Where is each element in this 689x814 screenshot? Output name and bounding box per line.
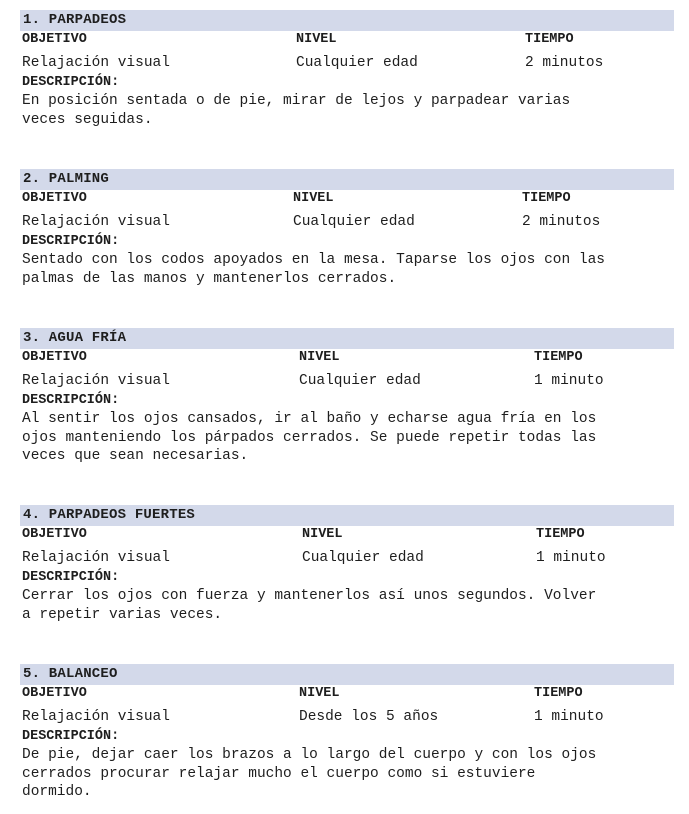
descripcion-label: DESCRIPCIÓN:	[22, 393, 120, 408]
column-headers	[20, 350, 674, 369]
objetivo-header: OBJETIVO	[22, 191, 87, 206]
column-headers	[20, 32, 674, 51]
tiempo-value: 1 minuto	[534, 373, 604, 389]
column-values	[20, 370, 674, 392]
objetivo-value: Relajación visual	[22, 550, 170, 566]
tiempo-header: TIEMPO	[525, 32, 574, 47]
exercise-title: 4. PARPADEOS FUERTES	[20, 505, 674, 526]
objetivo-header: OBJETIVO	[22, 686, 87, 701]
descripcion-text: En posición sentada o de pie, mirar de lejos y parpadear varias veces seguidas.	[22, 93, 571, 128]
nivel-value: Cualquier edad	[302, 550, 424, 566]
exercise-card	[20, 505, 674, 624]
objetivo-value: Relajación visual	[22, 214, 170, 230]
descripcion-text: Cerrar los ojos con fuerza y mantenerlos así unos segundos. Volver a repetir varias veces.	[22, 588, 597, 623]
exercise-card	[20, 664, 674, 802]
nivel-value: Desde los 5 años	[299, 709, 439, 725]
tiempo-value: 2 minutos	[525, 55, 604, 71]
column-values	[20, 706, 674, 728]
nivel-value: Cualquier edad	[299, 373, 421, 389]
exercise-title: 3. AGUA FRÍA	[20, 328, 674, 349]
nivel-header: NIVEL	[299, 350, 340, 365]
descripcion-text: De pie, dejar caer los brazos a lo largo del cuerpo y con los ojos cerrados procurar relajar mucho el cuerpo como si estuviere dormido.	[22, 747, 597, 800]
exercise-card	[20, 169, 674, 288]
column-values	[20, 52, 674, 74]
nivel-header: NIVEL	[293, 191, 334, 206]
exercise-card	[20, 328, 674, 466]
column-values	[20, 547, 674, 569]
nivel-header: NIVEL	[302, 527, 343, 542]
exercise-title: 5. BALANCEO	[20, 664, 674, 685]
nivel-value: Cualquier edad	[296, 55, 418, 71]
tiempo-header: TIEMPO	[536, 527, 585, 542]
tiempo-value: 2 minutos	[522, 214, 601, 230]
objetivo-header: OBJETIVO	[22, 527, 87, 542]
objetivo-header: OBJETIVO	[22, 350, 87, 365]
exercise-card	[20, 10, 674, 129]
descripcion-label: DESCRIPCIÓN:	[22, 729, 120, 744]
nivel-header: NIVEL	[299, 686, 340, 701]
nivel-value: Cualquier edad	[293, 214, 415, 230]
objetivo-value: Relajación visual	[22, 373, 170, 389]
tiempo-header: TIEMPO	[534, 686, 583, 701]
descripcion-label: DESCRIPCIÓN:	[22, 570, 120, 585]
objetivo-value: Relajación visual	[22, 709, 170, 725]
tiempo-value: 1 minuto	[534, 709, 604, 725]
column-headers	[20, 527, 674, 546]
column-values	[20, 211, 674, 233]
column-headers	[20, 191, 674, 210]
tiempo-value: 1 minuto	[536, 550, 606, 566]
tiempo-header: TIEMPO	[522, 191, 571, 206]
tiempo-header: TIEMPO	[534, 350, 583, 365]
exercise-title: 1. PARPADEOS	[20, 10, 674, 31]
descripcion-text: Sentado con los codos apoyados en la mesa. Taparse los ojos con las palmas de las manos y mantenerlos cerrados.	[22, 252, 605, 287]
descripcion-label: DESCRIPCIÓN:	[22, 75, 120, 90]
objetivo-value: Relajación visual	[22, 55, 170, 71]
nivel-header: NIVEL	[296, 32, 337, 47]
exercise-title: 2. PALMING	[20, 169, 674, 190]
descripcion-text: Al sentir los ojos cansados, ir al baño y echarse agua fría en los ojos manteniendo los párpados cerrados. Se puede repetir todas las veces que sean necesarias.	[22, 411, 597, 464]
descripcion-label: DESCRIPCIÓN:	[22, 234, 120, 249]
column-headers	[20, 686, 674, 705]
objetivo-header: OBJETIVO	[22, 32, 87, 47]
